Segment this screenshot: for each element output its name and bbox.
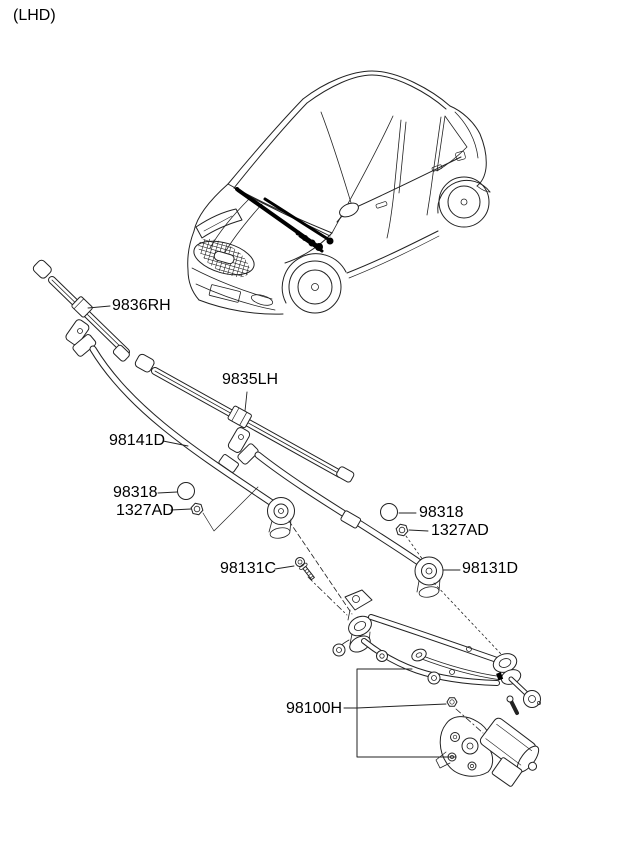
- callout-pivot-nut-left[interactable]: 1327AD: [116, 502, 174, 519]
- variant-label: (LHD): [13, 7, 56, 24]
- car-illustration: [188, 71, 490, 314]
- side-mirror: [337, 200, 361, 222]
- pivot-nut-left-icon: [190, 503, 204, 516]
- grille: [190, 235, 258, 281]
- pivot-cap-left-icon: [178, 483, 195, 500]
- pivot-nut-right-icon: [395, 524, 409, 537]
- callout-blade-rh[interactable]: 9836RH: [112, 297, 171, 314]
- motor-nut-icon: [447, 698, 457, 707]
- callout-bracket-98100h: [344, 669, 456, 757]
- callout-linkage-bolt[interactable]: 98131C: [220, 560, 277, 577]
- callout-motor-linkage[interactable]: 98100H: [286, 700, 343, 717]
- linkage-bolt-icon: [294, 556, 317, 582]
- crank-pivot-boss: [415, 557, 443, 599]
- rear-wheel: [438, 177, 490, 227]
- wiper-motor: [436, 696, 547, 787]
- callout-crank-arm[interactable]: 98131D: [462, 560, 519, 577]
- front-wheel: [282, 254, 346, 313]
- callout-pivot-cap-left[interactable]: 98318: [113, 484, 158, 501]
- wipers-on-car: [235, 187, 334, 251]
- callout-wiper-arm[interactable]: 98141D: [109, 432, 166, 449]
- callout-pivot-cap-right[interactable]: 98318: [419, 504, 464, 521]
- fuel-door: [455, 151, 466, 161]
- pivot-cap-right-icon: [381, 504, 398, 521]
- arm-rh-pivot-boss: [268, 498, 295, 540]
- callout-blade-lh[interactable]: 9835LH: [222, 371, 279, 388]
- door-handle-front: [376, 201, 388, 208]
- callout-pivot-nut-right[interactable]: 1327AD: [431, 522, 489, 539]
- wiper-linkage: [333, 590, 541, 708]
